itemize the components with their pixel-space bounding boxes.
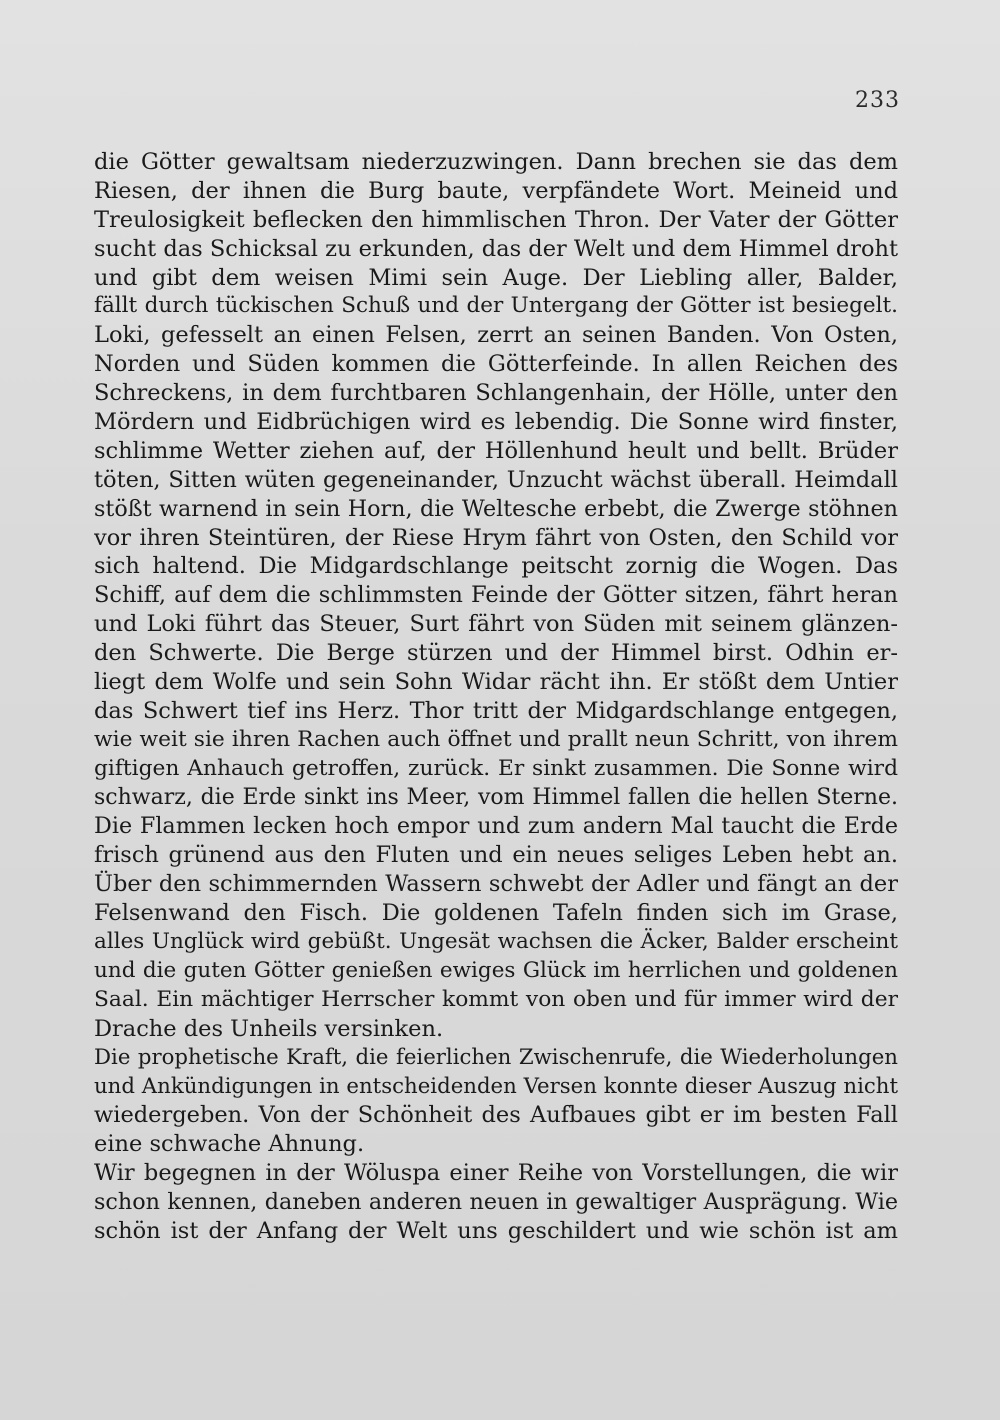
text-line: den Schwerte. Die Berge stürzen und der Himmel birst. Odhin er-	[94, 640, 898, 667]
text-line: eine schwache Ahnung.	[94, 1131, 365, 1158]
text-line: alles Unglück wird gebüßt. Ungesät wachsen die Äcker, Balder erscheint	[94, 929, 898, 955]
text-line: das Schwert tief ins Herz. Thor tritt der Midgardschlange entgegen,	[94, 697, 898, 724]
text-line: Riesen, der ihnen die Burg baute, verpfändete Wort. Meineid und	[94, 177, 898, 204]
text-line: fällt durch tückischen Schuß und der Untergang der Götter ist besiegelt.	[94, 293, 898, 319]
text-line: Schiff, auf dem die schlimmsten Feinde der Götter sitzen, fährt heran	[94, 582, 898, 609]
text-line: Die prophetische Kraft, die feierlichen Zwischenrufe, die Wiederholungen	[94, 1044, 898, 1070]
page-number: 233	[855, 88, 900, 113]
text-line: Über den schimmernden Wassern schwebt der Adler und fängt an der	[94, 871, 898, 898]
text-line: Drache des Unheils versinken.	[94, 1015, 444, 1042]
text-line: Saal. Ein mächtiger Herrscher kommt von oben und für immer wird der	[94, 986, 898, 1012]
text-line: giftigen Anhauch getroffen, zurück. Er sinkt zusammen. Die Sonne wird	[94, 755, 898, 781]
text-line: wiedergeben. Von der Schönheit des Aufbaues gibt er im besten Fall	[94, 1102, 898, 1129]
text-line: Die Flammen lecken hoch empor und zum andern Mal taucht die Erde	[94, 813, 898, 840]
text-line: schon kennen, daneben anderen neuen in gewaltiger Ausprägung. Wie	[94, 1189, 898, 1216]
text-line: und Ankündigungen in entscheidenden Versen konnte dieser Auszug nicht	[94, 1073, 898, 1099]
text-line: und gibt dem weisen Mimi sein Auge. Der Liebling aller, Balder,	[94, 264, 898, 291]
text-line: sich haltend. Die Midgardschlange peitscht zornig die Wogen. Das	[94, 553, 898, 580]
text-line: und die guten Götter genießen ewiges Glück im herrlichen und goldenen	[94, 957, 898, 983]
text-line: liegt dem Wolfe und sein Sohn Widar rächt ihn. Er stößt dem Untier	[94, 669, 898, 696]
text-line: die Götter gewaltsam niederzuzwingen. Dann brechen sie das dem	[94, 149, 898, 175]
text-line: Schreckens, in dem furchtbaren Schlangenhain, der Hölle, unter den	[94, 380, 898, 407]
text-line: schön ist der Anfang der Welt uns geschildert und wie schön ist am	[94, 1217, 898, 1244]
text-line: Wir begegnen in der Wöluspa einer Reihe von Vorstellungen, die wir	[94, 1160, 898, 1187]
text-line: und Loki führt das Steuer, Surt fährt von Süden mit seinem glänzen-	[94, 611, 898, 638]
text-line: Treulosigkeit beflecken den himmlischen Thron. Der Vater der Götter	[94, 206, 898, 233]
text-line: frisch grünend aus den Fluten und ein neues seliges Leben hebt an.	[94, 842, 898, 869]
text-line: Norden und Süden kommen die Götterfeinde. In allen Reichen des	[94, 351, 898, 378]
text-line: sucht das Schicksal zu erkunden, das der Welt und dem Himmel droht	[94, 235, 898, 262]
text-line: Felsenwand den Fisch. Die goldenen Tafeln finden sich im Grase,	[94, 900, 898, 927]
text-line: Loki, gefesselt an einen Felsen, zerrt an seinen Banden. Von Osten,	[94, 322, 898, 349]
text-line: Mördern und Eidbrüchigen wird es lebendig. Die Sonne wird finster,	[94, 409, 898, 436]
text-line: schwarz, die Erde sinkt ins Meer, vom Himmel fallen die hellen Sterne.	[94, 784, 898, 810]
text-line: töten, Sitten wüten gegeneinander, Unzucht wächst überall. Heimdall	[94, 466, 898, 493]
text-line: vor ihren Steintüren, der Riese Hrym fährt von Osten, den Schild vor	[94, 524, 898, 551]
text-line: schlimme Wetter ziehen auf, der Höllenhund heult und bellt. Brüder	[94, 437, 898, 464]
body-text	[94, 148, 898, 1246]
text-line: stößt warnend in sein Horn, die Weltesche erbebt, die Zwerge stöhnen	[94, 495, 898, 522]
text-line: wie weit sie ihren Rachen auch öffnet und prallt neun Schritt, von ihrem	[94, 726, 898, 752]
